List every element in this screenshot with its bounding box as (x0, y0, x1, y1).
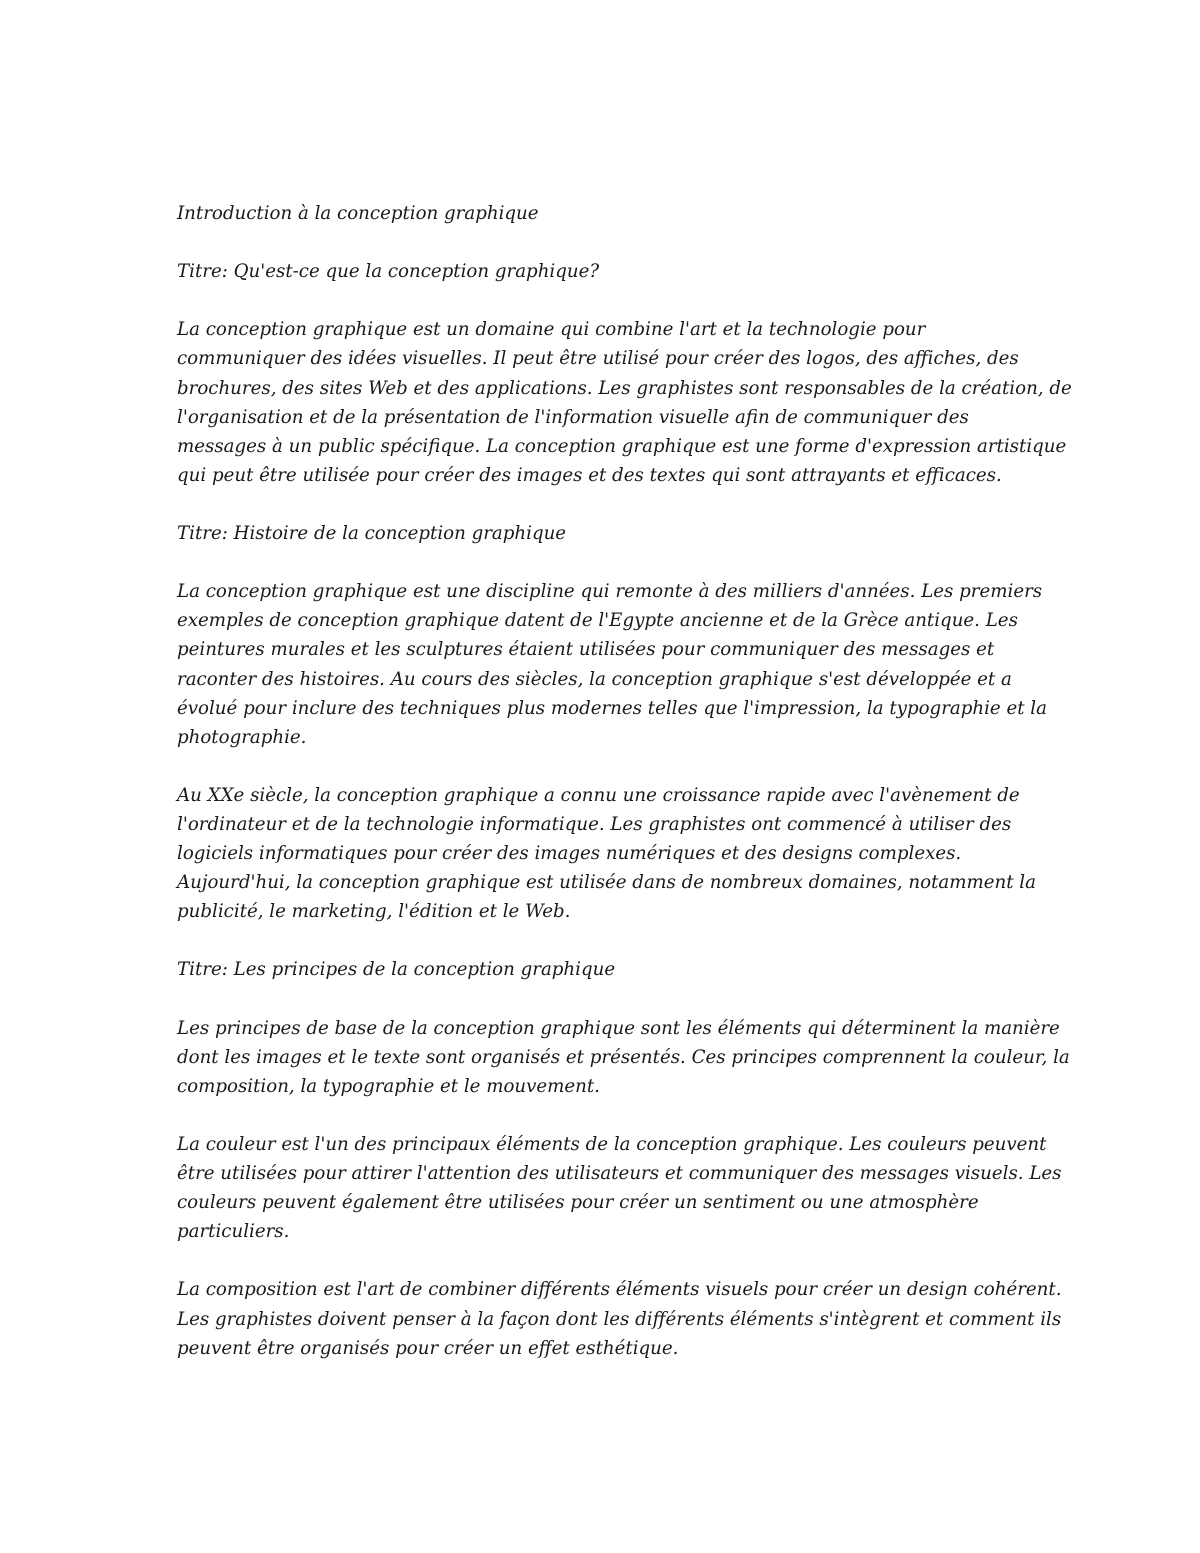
text-line: logiciels informatiques pour créer des images numériques et des designs complexes. (177, 843, 962, 865)
text-line: messages à un public spécifique. La conception graphique est une forme d'expression artistique (177, 435, 1067, 457)
paragraph (177, 1275, 1062, 1362)
paragraph (177, 315, 1072, 490)
section-heading: Titre: Histoire de la conception graphique (177, 523, 567, 545)
document-body (177, 199, 1072, 1392)
paragraph (177, 577, 1047, 752)
text-line: exemples de conception graphique datent de l'Egypte ancienne et de la Grèce antique. Les (177, 610, 1018, 632)
text-line: composition, la typographie et le mouvement. (177, 1075, 600, 1097)
text-line: Aujourd'hui, la conception graphique est utilisée dans de nombreux domaines, notamment la (177, 872, 1036, 894)
text-line: être utilisées pour attirer l'attention des utilisateurs et communiquer des messages visuels. Les (177, 1163, 1062, 1185)
text-line: communiquer des idées visuelles. Il peut être utilisé pour créer des logos, des affiches, des (177, 348, 1019, 370)
text-line: La conception graphique est un domaine qui combine l'art et la technologie pour (177, 319, 926, 341)
text-line: peuvent être organisés pour créer un effet esthétique. (177, 1337, 679, 1359)
text-line: dont les images et le texte sont organisés et présentés. Ces principes comprennent la couleur, la (177, 1046, 1070, 1068)
text-line: La couleur est l'un des principaux éléments de la conception graphique. Les couleurs peuvent (177, 1134, 1047, 1155)
paragraph (177, 1130, 1062, 1246)
section-heading: Titre: Qu'est-ce que la conception graphique? (177, 261, 600, 283)
paragraph (177, 781, 1037, 926)
text-line: Au XXe siècle, la conception graphique a connu une croissance rapide avec l'avènement de (177, 784, 1020, 806)
text-line: La composition est l'art de combiner différents éléments visuels pour créer un design cohérent. (177, 1279, 1062, 1301)
text-line: qui peut être utilisée pour créer des images et des textes qui sont attrayants et efficaces. (177, 464, 1002, 486)
text-line: peintures murales et les sculptures étaient utilisées pour communiquer des messages et (177, 639, 995, 661)
text-line: l'ordinateur et de la technologie informatique. Les graphistes ont commencé à utiliser des (177, 813, 1012, 835)
text-line: publicité, le marketing, l'édition et le Web. (177, 901, 571, 923)
text-line: brochures, des sites Web et des applications. Les graphistes sont responsables de la création, de (177, 377, 1072, 399)
text-line: raconter des histoires. Au cours des siècles, la conception graphique s'est développée et a (177, 668, 1012, 690)
document-title: Introduction à la conception graphique (177, 203, 539, 224)
text-line: photographie. (177, 726, 307, 748)
text-line: l'organisation et de la présentation de l'information visuelle afin de communiquer des (177, 406, 969, 428)
text-line: Les principes de base de la conception graphique sont les éléments qui déterminent la manière (177, 1017, 1060, 1039)
text-line: couleurs peuvent également être utilisées pour créer un sentiment ou une atmosphère (177, 1192, 979, 1214)
text-line: évolué pour inclure des techniques plus modernes telles que l'impression, la typographie et la (177, 697, 1047, 719)
text-line: particuliers. (177, 1221, 290, 1243)
text-line: Les graphistes doivent penser à la façon dont les différents éléments s'intègrent et comment ils (177, 1308, 1062, 1330)
section-heading: Titre: Les principes de la conception graphique (177, 959, 616, 981)
text-line: La conception graphique est une discipline qui remonte à des milliers d'années. Les premiers (177, 581, 1043, 603)
paragraph (177, 1014, 1070, 1101)
